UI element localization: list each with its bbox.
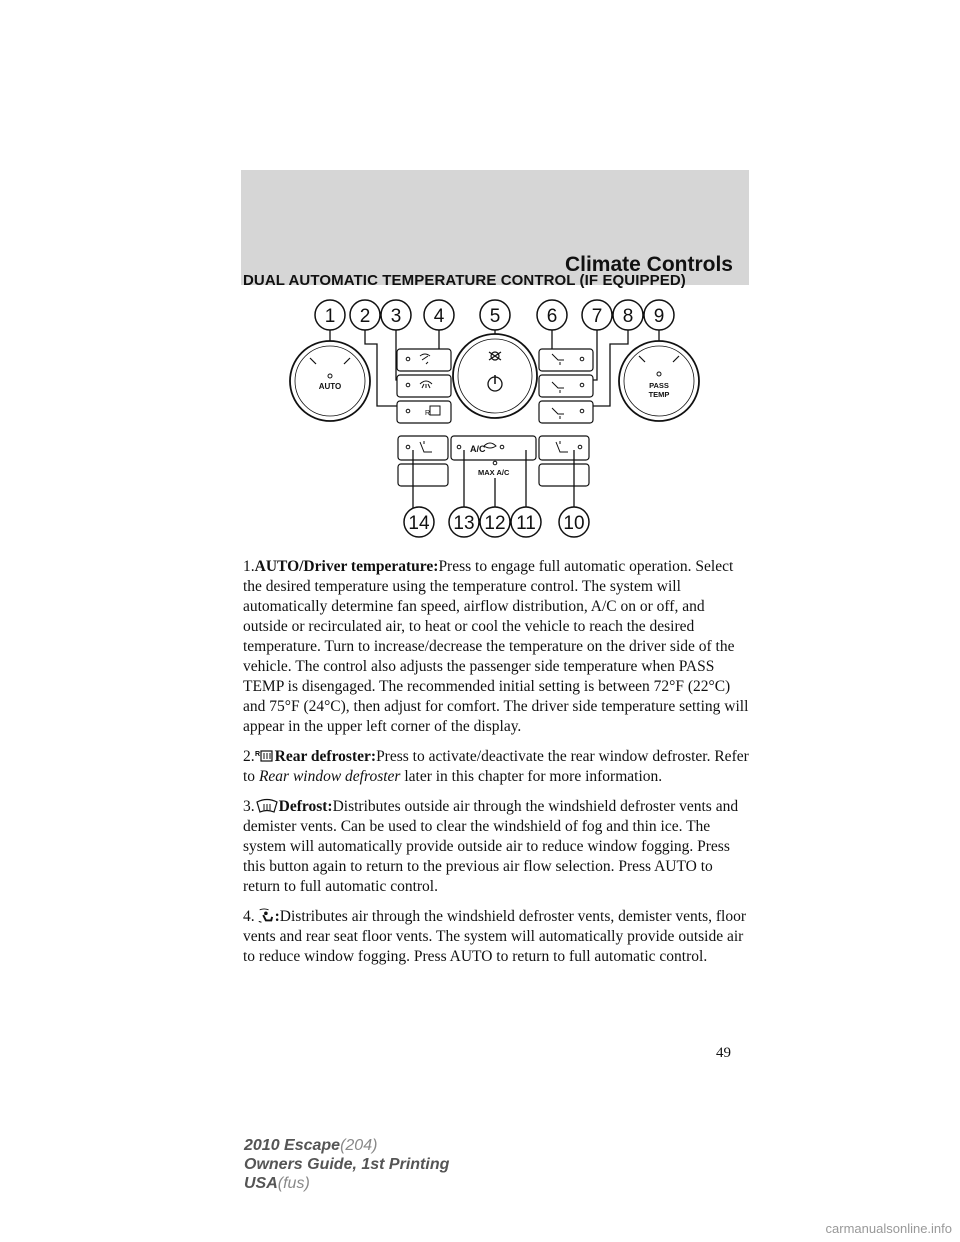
callout-8 bbox=[613, 300, 643, 330]
callout-2 bbox=[350, 300, 380, 330]
callout-10 bbox=[559, 507, 589, 537]
svg-text:MAX A/C: MAX A/C bbox=[478, 468, 510, 477]
callout-3 bbox=[381, 300, 411, 330]
svg-text:R: R bbox=[254, 751, 260, 758]
svg-text:AUTO: AUTO bbox=[318, 382, 342, 391]
item-4: 4. :Distributes air through the windshield defroster vents, demister vents, floor vents and rear seat floor vents. The system will automatically provide outside air to reduce window fogging. Press AUTO to return to full automatic control. bbox=[243, 908, 746, 965]
callout-4 bbox=[424, 300, 454, 330]
rear-defroster-icon bbox=[255, 748, 275, 764]
svg-text:1: 1 bbox=[324, 306, 336, 327]
callout-9 bbox=[644, 300, 674, 330]
svg-text:PASS: PASS bbox=[649, 381, 669, 390]
callout-6 bbox=[537, 300, 567, 330]
svg-text:6: 6 bbox=[546, 306, 558, 327]
svg-text:11: 11 bbox=[516, 513, 536, 534]
item-3: 3. Defrost:Distributes outside air through the windshield defroster vents and demister vents. Can be used to clear the windshield of fog and thin ice. The system will automatically provide outside air to reduce window fogging. Press this button again to return to the previous air flow selection. Press AUTO to return to full automatic control. bbox=[243, 798, 739, 895]
callout-14 bbox=[404, 507, 434, 537]
callout-11 bbox=[511, 507, 541, 537]
svg-text:14: 14 bbox=[408, 513, 430, 534]
fan-speed-knob bbox=[453, 334, 537, 418]
page-number: 49 bbox=[716, 1045, 731, 1061]
document-footer: 2010 Escape(204) Owners Guide, 1st Printing USA(fus) bbox=[244, 1137, 450, 1192]
svg-text:7: 7 bbox=[591, 306, 603, 327]
svg-text:4: 4 bbox=[433, 306, 445, 327]
callout-13 bbox=[449, 507, 479, 537]
chapter-title: Climate Controls bbox=[564, 253, 733, 276]
svg-text:9: 9 bbox=[653, 306, 665, 327]
svg-text:2: 2 bbox=[359, 306, 371, 327]
defrost-floor-icon bbox=[255, 908, 275, 924]
callout-7 bbox=[582, 300, 612, 330]
callout-12 bbox=[480, 507, 510, 537]
svg-text:13: 13 bbox=[453, 513, 475, 534]
svg-text:10: 10 bbox=[563, 513, 585, 534]
driver-temp-knob bbox=[290, 341, 370, 421]
chapter-header bbox=[241, 170, 749, 285]
callout-1 bbox=[315, 300, 345, 330]
svg-text:3: 3 bbox=[390, 306, 402, 327]
watermark: carmanualsonline.info bbox=[825, 1221, 952, 1236]
svg-text:12: 12 bbox=[484, 513, 506, 534]
svg-text:R: R bbox=[425, 410, 431, 417]
svg-text:8: 8 bbox=[622, 306, 634, 327]
climate-control-diagram bbox=[280, 296, 700, 541]
svg-text:A/C: A/C bbox=[470, 444, 486, 454]
section-title: DUAL AUTOMATIC TEMPERATURE CONTROL (IF EQUIPPED) bbox=[243, 272, 686, 289]
callout-5 bbox=[480, 300, 510, 330]
item-list bbox=[243, 557, 753, 977]
item-2: 2. R Rear defroster:Press to activate/deactivate the rear window defroster. Refer to Rear window defroster later in this chapter for more information. bbox=[243, 748, 749, 785]
svg-text:TEMP: TEMP bbox=[648, 390, 670, 399]
windshield-defrost-icon bbox=[255, 798, 279, 814]
item-1: 1.AUTO/Driver temperature:Press to engage full automatic operation. Select the desired temperature using the temperature control. The system will automatically determine fan speed, airflow distribution, A/C on or off, and outside or recirculated air, to heat or cool the vehicle to reach the desired temperature. Turn to increase/decrease the temperature on the driver side of the vehicle. The control also adjusts the passenger side temperature when PASS TEMP is disengaged. The recommended initial setting is between 72°F (22°C) and 75°F (24°C), then adjust for comfort. The driver side temperature setting will appear in the upper left corner of the display. bbox=[243, 558, 749, 735]
svg-text:5: 5 bbox=[489, 306, 501, 327]
passenger-temp-knob bbox=[619, 341, 699, 421]
